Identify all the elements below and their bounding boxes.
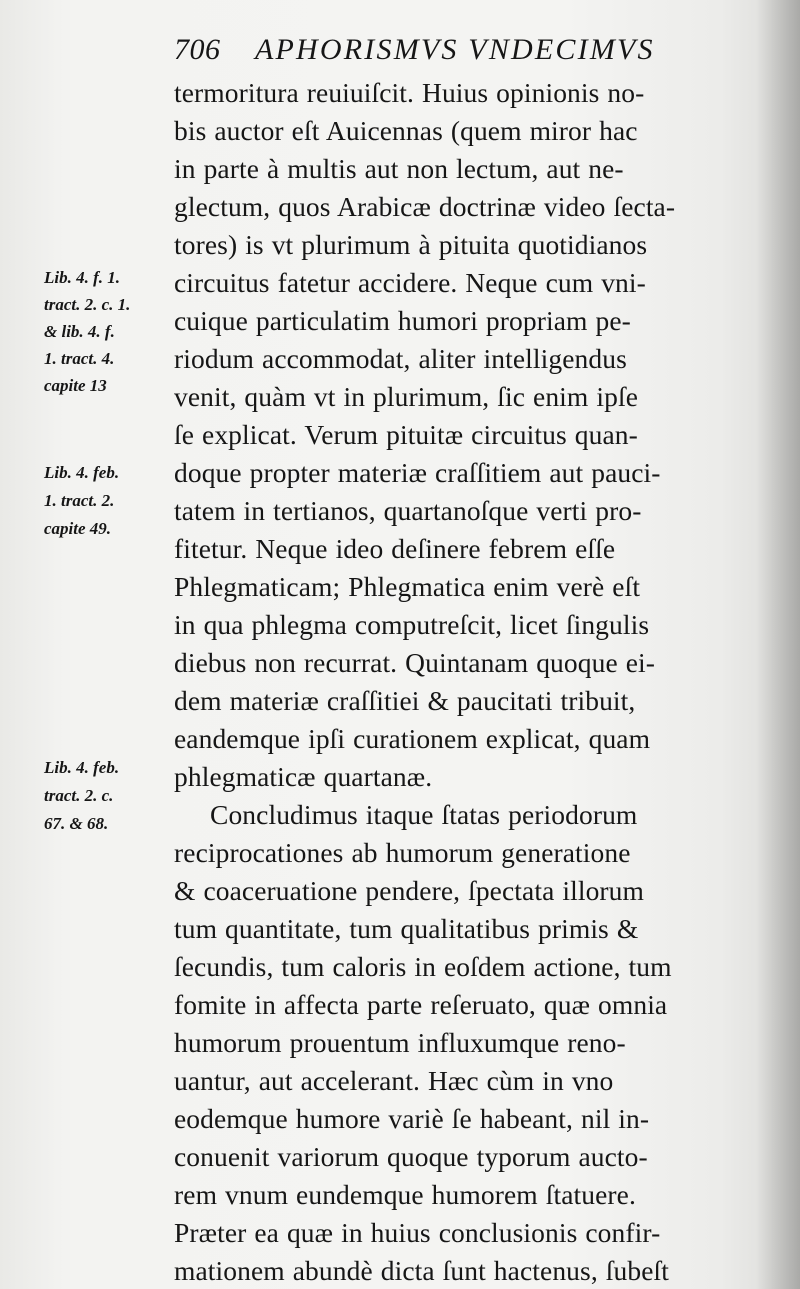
text-line: reciprocationes ab humorum generatione [174, 837, 631, 868]
text-line: phlegmaticæ quartanæ. [174, 761, 433, 792]
text-line: fomite in affecta parte reſeruato, quæ omnia [174, 989, 668, 1020]
text-line: mationem abundè dicta ſunt hactenus, ſubeſt [174, 1255, 669, 1286]
page-header [0, 30, 800, 70]
page-edge-shadow [756, 0, 800, 1289]
text-line: riodum accommodat, aliter intelligendus [174, 343, 627, 374]
text-line: & coaceruatione pendere, ſpectata illorum [174, 875, 645, 906]
text-line: termoritura reuiuiſcit. Huius opinionis no- [174, 77, 645, 108]
marginal-note-line: 67. & 68. [44, 814, 109, 833]
text-line: in qua phlegma computreſcit, licet ſingulis [174, 609, 650, 640]
marginal-note-line: 1. tract. 2. [44, 491, 115, 510]
text-line: tores) is vt plurimum à pituita quotidianos [174, 229, 648, 260]
marginal-note-line: Lib. 4. feb. [44, 758, 120, 777]
text-line: ſe explicat. Verum pituitæ circuitus quan- [174, 419, 638, 450]
text-line: doque propter materiæ craſſitiem aut pauci- [174, 457, 661, 488]
text-line: Phlegmaticam; Phlegmatica enim verè eſt [174, 571, 641, 602]
text-line: uantur, aut accelerant. Hæc cùm in vno [174, 1065, 614, 1096]
text-line: bis auctor eſt Auicennas (quem miror hac [174, 115, 638, 146]
marginal-note-line: Lib. 4. feb. [44, 463, 120, 482]
text-line: eodemque humore variè ſe habeant, nil in- [174, 1103, 650, 1134]
marginal-note-line: tract. 2. c. [44, 786, 114, 805]
text-line: conuenit variorum quoque typorum aucto- [174, 1141, 648, 1172]
text-line: circuitus fatetur accidere. Neque cum vni- [174, 267, 646, 298]
text-line: ſecundis, tum caloris in eoſdem actione, tum [174, 951, 672, 982]
paragraph-first-line: Concludimus itaque ſtatas periodorum [210, 799, 638, 830]
text-line: venit, quàm vt in plurimum, ſic enim ipſe [174, 381, 639, 412]
text-line: diebus non recurrat. Quintanam quoque ei- [174, 647, 656, 678]
page-number: 706 [174, 33, 221, 66]
marginal-note-line: capite 13 [44, 376, 107, 395]
text-line: in parte à multis aut non lectum, aut ne- [174, 153, 624, 184]
marginal-note-line: capite 49. [44, 519, 112, 538]
text-line: rem vnum eundemque humorem ſtatuere. [174, 1179, 636, 1210]
marginal-note-line: Lib. 4. f. 1. [44, 268, 121, 287]
running-head: APHORISMVS VNDECIMVS [255, 33, 655, 66]
marginal-note-line: tract. 2. c. 1. [44, 295, 131, 314]
text-line: tum quantitate, tum qualitatibus primis & [174, 913, 639, 944]
marginal-note-line: & lib. 4. f. [44, 322, 115, 341]
text-line: eandemque ipſi curationem explicat, quam [174, 723, 651, 754]
text-line: humorum prouentum influxumque reno- [174, 1027, 626, 1058]
text-line: cuique particulatim humori propriam pe- [174, 305, 631, 336]
text-line: dem materiæ craſſitiei & paucitati tribuit, [174, 685, 636, 716]
marginal-note-line: 1. tract. 4. [44, 349, 115, 368]
text-line: fitetur. Neque ideo deſinere febrem eſſe [174, 533, 616, 564]
text-line: tatem in tertianos, quartanoſque verti pro- [174, 495, 642, 526]
text-line: Præter ea quæ in huius conclusionis confir- [174, 1217, 661, 1248]
text-line: glectum, quos Arabicæ doctrinæ video ſecta- [174, 191, 676, 222]
